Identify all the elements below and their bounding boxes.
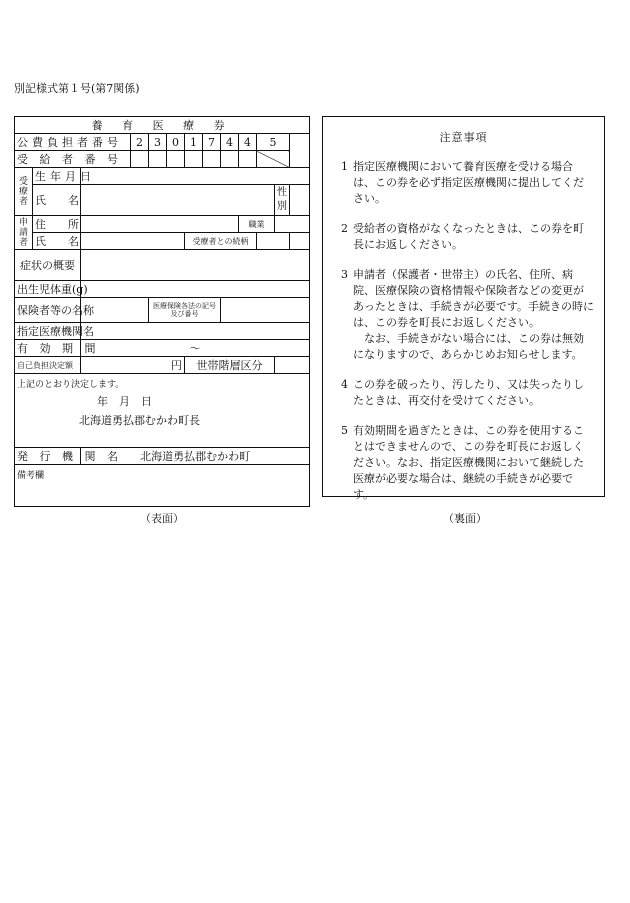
recipient-no-label: 受 給 者 番 号 [15,151,131,168]
payer-digit: 1 [185,134,203,151]
recipient-diagonal-cell [257,151,290,168]
recipient-digit-box [203,151,221,168]
decision-text: 上記のとおり決定します。 [17,380,125,390]
applicant-name-field [81,233,185,250]
remarks-label: 備考欄 [17,471,45,481]
note-text: 受給者の資格がなくなったときは、この券を町長にお返しください。 [353,222,584,251]
remarks-block [15,465,310,507]
insurance-no-field [221,298,310,323]
insurer-name-label: 保険者等の名称 [15,298,81,323]
recipient-name-field [81,185,275,216]
payer-digit: 7 [203,134,221,151]
institution-field [81,323,310,340]
note-item [341,267,595,363]
birth-date-field [81,168,310,185]
applicant-name-label: 氏 名 [33,233,81,250]
public-payer-no-label: 公費負担者番号 [15,134,131,151]
recipient-digit-box [239,151,257,168]
address-label: 住 所 [33,216,81,233]
copay-field [81,357,185,374]
validity-label: 有 効 期 間 [15,340,81,357]
note-number: 5 [341,424,348,437]
applicant-group-label: 申請者 [15,216,33,250]
sex-label: 性別 [275,185,290,216]
address-field [81,216,239,233]
insurance-no-label: 医療保険各法の記号及び番号 [149,298,221,323]
recipient-digit-box [221,151,239,168]
occupation-label: 職業 [239,216,275,233]
institution-label: 指定医療機関名 [15,323,81,340]
note-text: この券を破ったり、汚したり、又は失ったりしたときは、再交付を受けてください。 [353,378,584,407]
note-text: 有効期間を過ぎたときは、この券を使用することはできませんので、この券を町長にお返しください。なお、指定医療機関において継続した医療が必要な場合は、継続の手続きが必要です。 [353,424,584,501]
note-text-continued: なお、手続きがない場合には、この券は無効になりますので、あらかじめお知らせします。 [353,332,584,361]
payer-digit: 0 [167,134,185,151]
relation-label: 受療者との続柄 [185,233,257,250]
recipient-digit-box [185,151,203,168]
recipient-group-label: 受療者 [15,168,33,216]
note-number: 2 [341,222,348,235]
recipient-digit-box [149,151,167,168]
voucher-back-notes [322,116,605,501]
issuer-label: 発 行 機 関 名 [15,448,81,465]
voucher-title: 養 育 医 療 券 [15,117,310,134]
payer-digit: 3 [149,134,167,151]
medical-voucher-front [14,116,310,507]
birth-date-label: 生年月日 [33,168,81,185]
issuer-value: 北海道勇払郡むかわ町 [81,448,310,465]
household-bracket-field [275,357,310,374]
note-number: 3 [341,268,348,281]
symptoms-label: 症状の概要 [15,250,81,281]
recipient-name-label: 氏 名 [33,185,81,216]
recipient-digit-box [131,151,149,168]
recipient-digit-box [167,151,185,168]
validity-separator: ～ [189,342,201,355]
notes-title: 注意事項 [439,131,488,144]
issuer-signature: 北海道勇払郡むかわ町長 [79,414,200,427]
note-text: 申請者（保護者・世帯主）の氏名、住所、病院、医療保険の資格情報や保険者などの変更があったときは、手続きが必要です。手続きの時には、この券を町長にお返しください。 [353,268,595,329]
birth-weight-label: 出生児体重(g) [15,281,81,298]
back-caption: （裏面） [443,512,487,525]
decision-date: 年 月 日 [97,395,152,408]
note-number: 1 [341,160,348,173]
form-number-header: 別記様式第１号(第7関係) [14,82,140,95]
birth-weight-field [81,281,310,298]
sex-field [290,185,310,216]
payer-digit: 5 [257,134,290,151]
note-item [341,159,594,207]
note-text: 指定医療機関において養育医療を受ける場合は、この券を必ず指定医療機関に提出してください。 [353,160,584,205]
yen-unit: 円 [171,359,182,372]
copay-label: 自己負担決定額 [15,357,81,374]
note-item [341,221,594,253]
symptoms-field [81,250,310,281]
note-item [341,377,594,409]
validity-field [81,340,310,357]
payer-digit: 4 [221,134,239,151]
front-caption: （表面） [140,512,184,525]
decision-block [15,374,310,448]
occupation-field [275,216,310,233]
relation-field [257,233,290,250]
note-item [341,423,594,503]
household-bracket-label: 世帯階層区分 [185,357,275,374]
note-number: 4 [341,378,348,391]
payer-digit: 4 [239,134,257,151]
payer-digit: 2 [131,134,149,151]
